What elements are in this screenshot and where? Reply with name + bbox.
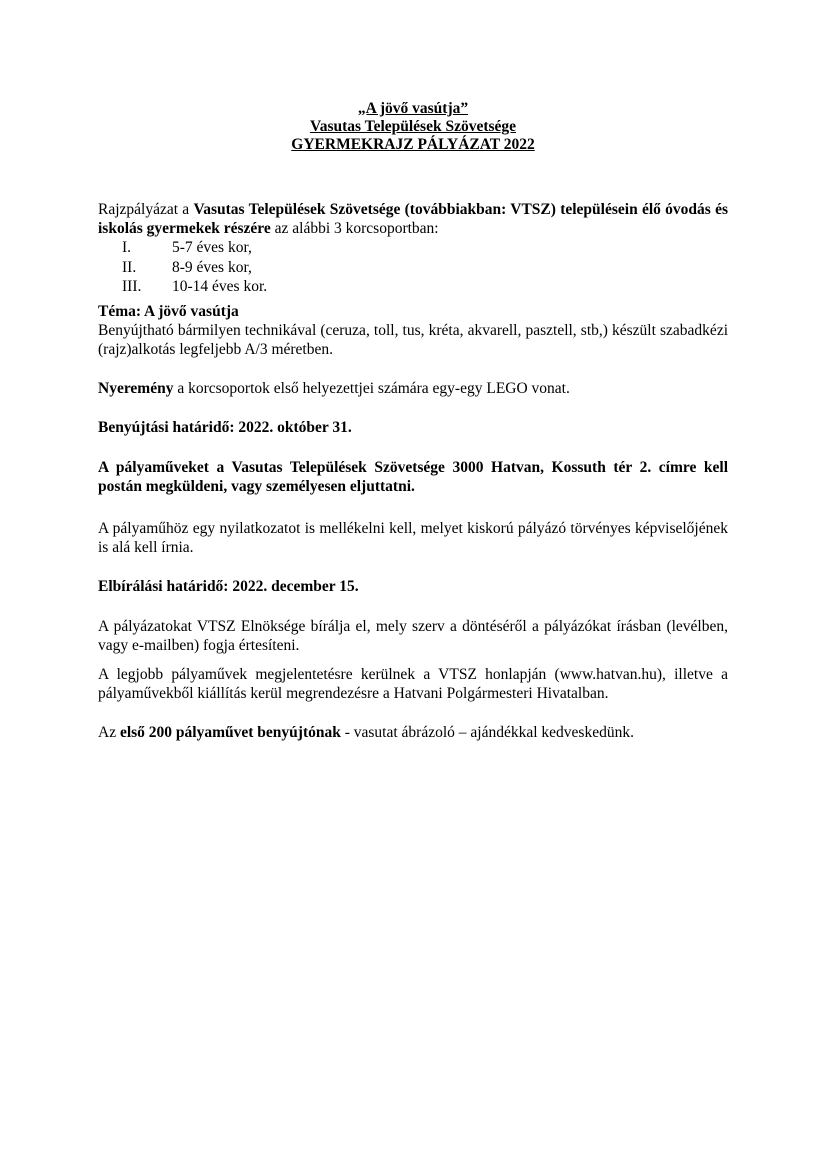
age-group-label: 8-9 éves kor,	[172, 258, 252, 276]
gift-bold: első 200 pályaművet benyújtónak	[119, 723, 341, 741]
age-group-number: III.	[122, 278, 142, 295]
judging-deadline: Elbírálási határidő: 2022. december 15.	[98, 577, 359, 595]
age-group-label: 5-7 éves kor,	[172, 239, 252, 256]
document-title	[98, 100, 728, 154]
prize-text: a korcsoportok első helyezettjei számára egy-egy LEGO vonat.	[173, 379, 570, 397]
age-group-item	[98, 238, 728, 258]
title-line-3: GYERMEKRAJZ PÁLYÁZAT 2022	[291, 136, 535, 153]
title-line-1: „A jövő vasútja”	[357, 100, 469, 117]
submission-deadline: Benyújtási határidő: 2022. október 31.	[98, 418, 352, 436]
age-group-item	[98, 258, 728, 278]
document-page	[98, 100, 728, 742]
gift-paragraph	[98, 723, 728, 742]
publication-paragraph: A legjobb pályaművek megjelentetésre kerülnek a VTSZ honlapján (www.hatvan.hu), illetve a pályaművekből kiállítás kerül megrendezésre a Hatvani Polgármesteri Hivatalban.	[98, 665, 728, 702]
declaration-paragraph: A pályaműhöz egy nyilatkozatot is mellékelni kell, melyet kiskorú pályázó törvényes képviselőjének is alá kell írnia.	[98, 519, 728, 556]
intro-paragraph	[98, 200, 728, 238]
age-group-number: I.	[122, 239, 132, 256]
judging-paragraph: A pályázatokat VTSZ Elnöksége bírálja el, mely szerv a döntéséről a pályázókat írásban (levélben, vagy e-mailben) fogja értesíteni.	[98, 617, 728, 654]
intro-bold: Vasutas Települések Szövetsége (továbbiakban: VTSZ) településein élő óvodás és iskolás gyermekek részére	[98, 201, 728, 237]
age-group-label: 10-14 éves kor.	[172, 278, 268, 295]
age-group-item	[98, 277, 728, 297]
theme-text: Benyújtható bármilyen technikával (ceruza, toll, tus, kréta, akvarell, pasztell, stb,) készült szabadkézi (rajz)alkotás legfeljebb A/3 méretben.	[98, 321, 728, 358]
intro-text-1: Rajzpályázat a	[98, 201, 194, 218]
age-group-list	[98, 238, 728, 297]
intro-text-2: az alábbi 3 korcsoportban:	[270, 220, 439, 237]
gift-text-2: - vasutat ábrázoló – ajándékkal kedveskedünk.	[340, 723, 634, 741]
theme-heading: Téma: A jövő vasútja	[98, 302, 239, 320]
prize-bold: Nyeremény	[98, 379, 174, 397]
submission-address: A pályaműveket a Vasutas Települések Szövetsége 3000 Hatvan, Kossuth tér 2. címre kell postán megküldeni, vagy személyesen eljuttatni.	[98, 458, 728, 495]
age-group-number: II.	[122, 258, 137, 276]
title-line-2: Vasutas Települések Szövetsége	[309, 118, 517, 135]
gift-text-1: Az	[98, 723, 120, 741]
prize-paragraph	[98, 379, 728, 398]
